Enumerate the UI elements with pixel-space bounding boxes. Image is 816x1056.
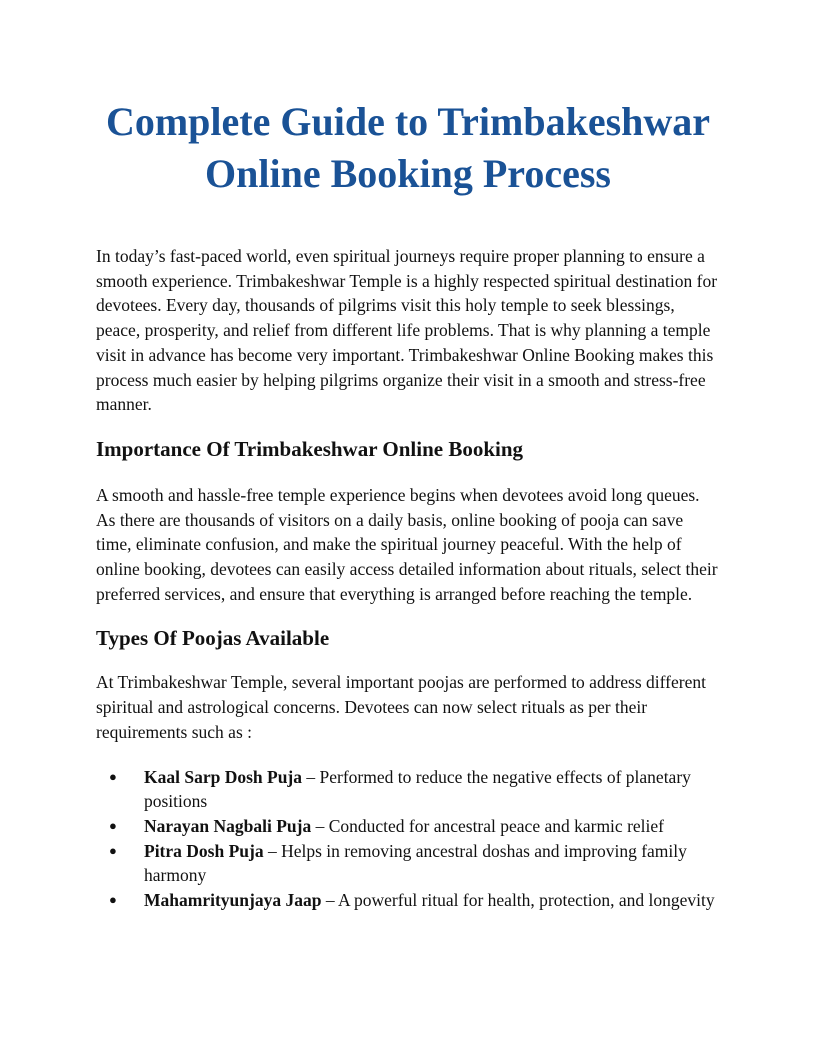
section-body-importance: A smooth and hassle-free temple experience begins when devotees avoid long queues. As there are thousands of visitors on a daily basis, online booking of pooja can save time, eliminate confusion, and make the spiritual journey peaceful. With the help of online booking, devotees can easily access detailed information about rituals, select their preferred services, and ensure that everything is arranged before reaching the temple. <box>96 484 718 604</box>
section-heading-poojas: Types Of Poojas Available <box>96 626 330 651</box>
pooja-description: – Performed to reduce the negative effects of planetary positions <box>144 766 691 812</box>
list-item <box>109 765 720 814</box>
bullet-icon: ● <box>109 842 117 858</box>
section-body-poojas: At Trimbakeshwar Temple, several important poojas are performed to address different spiritual and astrological concerns. Devotees can now select rituals as per their requirements such as : <box>96 672 706 742</box>
section-heading-importance: Importance Of Trimbakeshwar Online Booking <box>96 436 524 461</box>
pooja-description: – Conducted for ancestral peace and karmic relief <box>311 815 664 836</box>
bullet-icon: ● <box>109 817 117 833</box>
page-title: Complete Guide to Trimbakeshwar Online Booking Process <box>105 99 711 196</box>
list-item <box>109 814 720 839</box>
intro-paragraph: In today’s fast-paced world, even spiritual journeys require proper planning to ensure a smooth experience. Trimbakeshwar Temple is a highly respected spiritual destination for devotees. Every day, thousands of pilgrims visit this holy temple to seek blessings, peace, prosperity, and relief from different life problems. That is why planning a temple visit in advance has become very important. Trimbakeshwar Online Booking makes this process much easier by helping pilgrims organize their visit in a smooth and stress-free manner. <box>96 246 718 415</box>
list-item <box>109 888 720 913</box>
pooja-name: Kaal Sarp Dosh Puja <box>144 766 303 787</box>
list-item <box>109 839 720 888</box>
pooja-name: Narayan Nagbali Puja <box>144 815 312 836</box>
pooja-name: Pitra Dosh Puja <box>144 840 264 861</box>
pooja-list <box>96 765 720 913</box>
pooja-description: – Helps in removing ancestral doshas and improving family harmony <box>144 840 687 886</box>
bullet-icon: ● <box>109 768 117 784</box>
pooja-description: – A powerful ritual for health, protection, and longevity <box>321 890 715 911</box>
bullet-icon: ● <box>109 892 117 908</box>
pooja-name: Mahamrityunjaya Jaap <box>144 890 322 911</box>
